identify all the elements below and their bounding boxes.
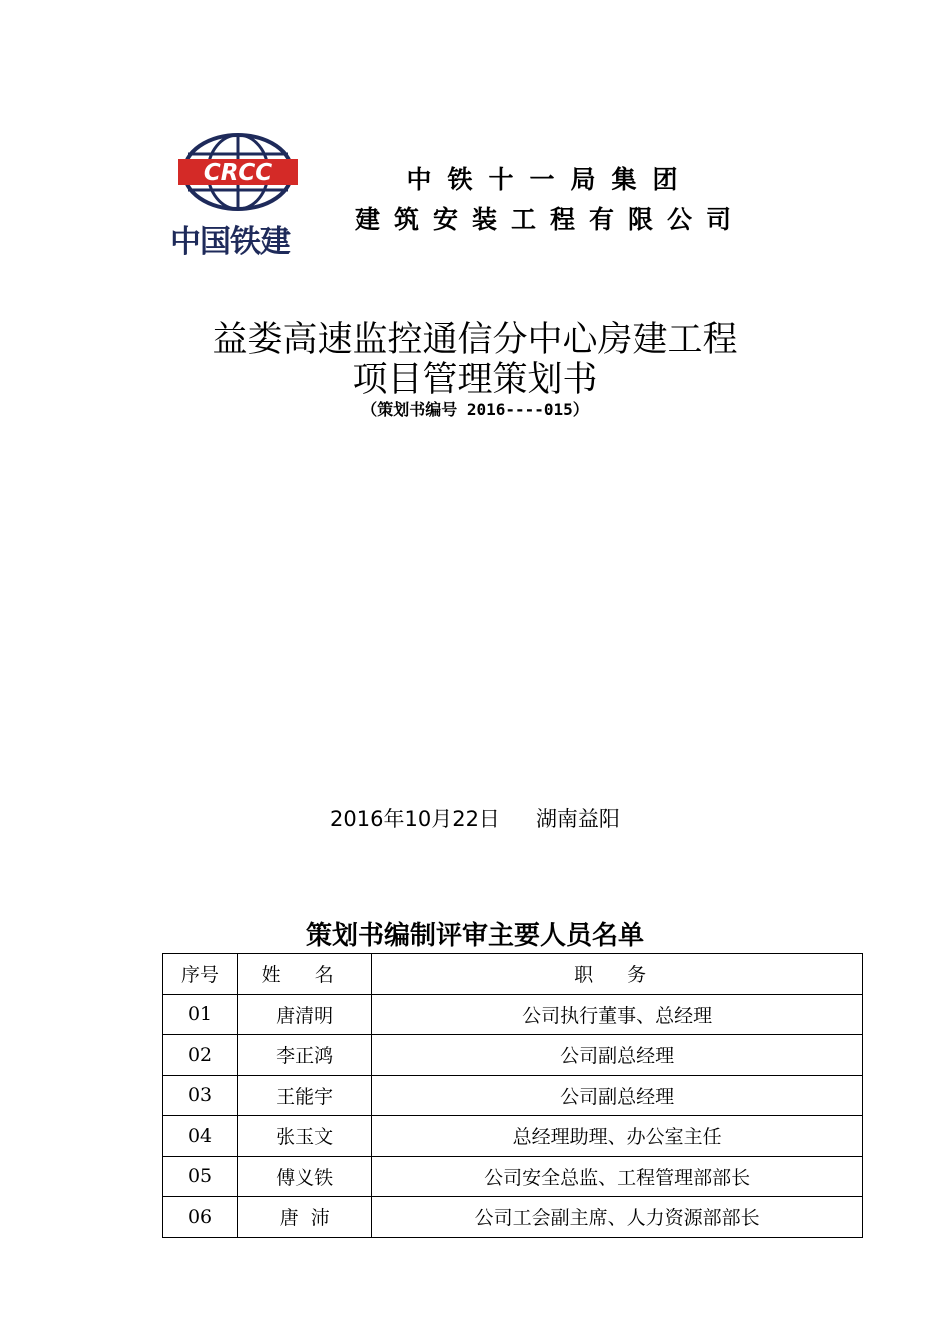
- row-name: 张玉文: [238, 1116, 372, 1157]
- document-title-line2: 项目管理策划书: [352, 360, 598, 400]
- row-name: 傅义铁: [238, 1156, 372, 1197]
- crcc-emblem: [168, 130, 308, 220]
- row-position: 公司安全总监、工程管理部部长: [372, 1156, 863, 1197]
- row-index: 04: [163, 1116, 238, 1157]
- row-index: 01: [163, 994, 238, 1035]
- document-date: 2016年10月22日: [330, 807, 500, 831]
- table-header-row: [163, 954, 863, 995]
- logo-wordmark: 中国铁建: [170, 224, 290, 260]
- svg-text:CRCC: CRCC: [203, 160, 273, 186]
- row-name: 唐 沛: [238, 1197, 372, 1238]
- row-index: 02: [163, 1035, 238, 1076]
- staff-list-title: 策划书编制评审主要人员名单: [305, 921, 644, 951]
- row-position: 公司工会副主席、人力资源部部长: [372, 1197, 863, 1238]
- crcc-logo: [168, 130, 308, 260]
- row-index: 05: [163, 1156, 238, 1197]
- row-name: 李正鸿: [238, 1035, 372, 1076]
- row-position: 公司执行董事、总经理: [372, 994, 863, 1035]
- table-row: [163, 994, 863, 1035]
- row-index: 03: [163, 1075, 238, 1116]
- header-index: 序号: [163, 954, 238, 995]
- table-row: [163, 1156, 863, 1197]
- row-position: 公司副总经理: [372, 1075, 863, 1116]
- date-line: [0, 803, 950, 833]
- header-position: 职 务: [372, 954, 863, 995]
- row-position: 总经理助理、办公室主任: [372, 1116, 863, 1157]
- table-row: [163, 1035, 863, 1076]
- document-number: （策划书编号 2016----015）: [361, 400, 589, 419]
- company-name-line1: 中铁十一局集团: [406, 165, 694, 194]
- row-index: 06: [163, 1197, 238, 1238]
- company-name-line2: 建筑安装工程有限公司: [354, 205, 745, 234]
- row-name: 唐清明: [238, 994, 372, 1035]
- document-title-line1: 益娄高速监控通信分中心房建工程: [212, 320, 738, 360]
- row-position: 公司副总经理: [372, 1035, 863, 1076]
- table-row: [163, 1116, 863, 1157]
- header-name: 姓 名: [238, 954, 372, 995]
- row-name: 王能宇: [238, 1075, 372, 1116]
- staff-table: [162, 953, 863, 1238]
- table-row: [163, 1075, 863, 1116]
- document-place: 湖南益阳: [535, 807, 620, 831]
- table-row: [163, 1197, 863, 1238]
